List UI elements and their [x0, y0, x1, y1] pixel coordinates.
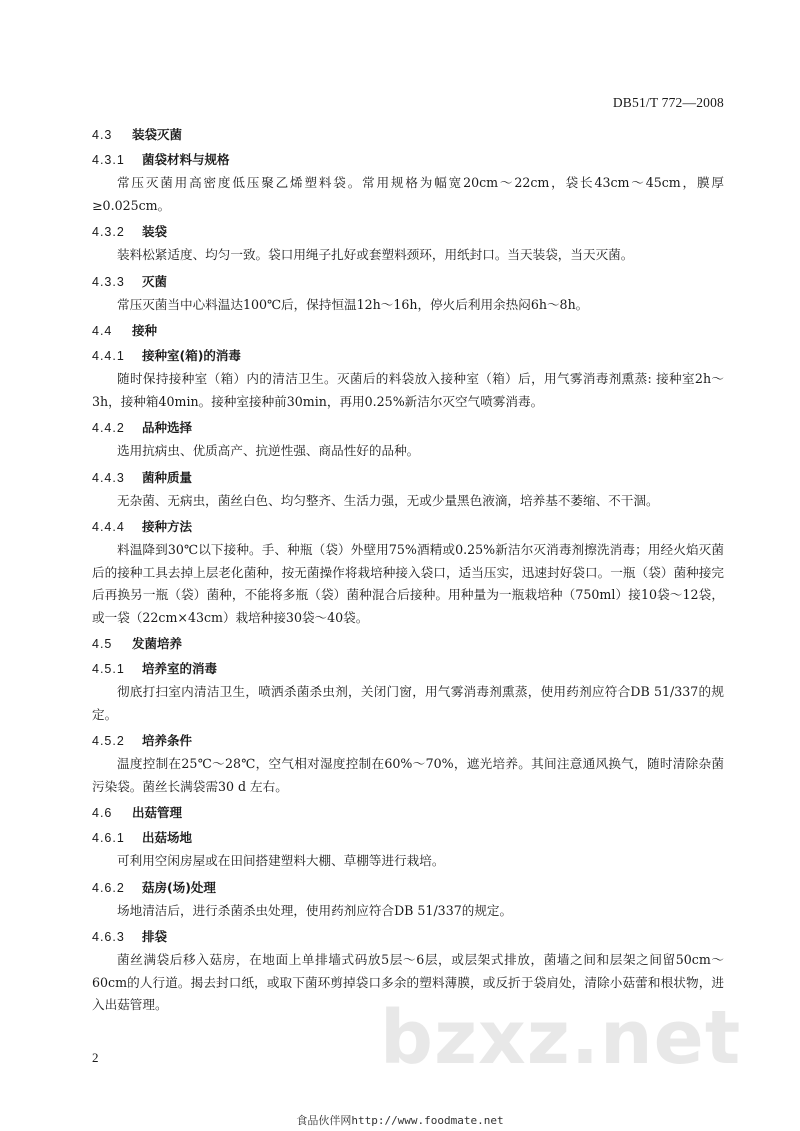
paragraph: 装料松紧适度、均匀一致。袋口用绳子扎好或套塑料颈环，用纸封口。当天装袋，当天灭菌。 — [117, 247, 634, 262]
heading-title: 菇房(场)处理 — [142, 879, 216, 895]
heading-title: 培养室的消毒 — [142, 661, 218, 676]
heading-number: 4.3.1 — [92, 153, 125, 167]
heading-number: 4.4 — [92, 324, 113, 338]
heading-number: 4.5.1 — [92, 662, 125, 676]
heading-number: 4.4.2 — [92, 421, 125, 435]
subsection-heading — [92, 269, 724, 294]
heading-title: 品种选择 — [142, 420, 193, 435]
heading-title: 接种 — [132, 323, 158, 338]
heading-title: 菌袋材料与规格 — [142, 152, 230, 167]
heading-title: 接种室(箱)的消毒 — [142, 348, 241, 363]
subsection-heading — [92, 875, 724, 900]
section-heading — [92, 800, 724, 825]
heading-number: 4.6.2 — [92, 880, 125, 895]
heading-title: 装袋灭菌 — [132, 127, 183, 142]
heading-title: 出菇管理 — [132, 805, 183, 820]
subsection-heading — [92, 147, 724, 172]
page-number: 2 — [92, 1050, 99, 1065]
paragraph: 无杂菌、无病虫，菌丝白色、均匀整齐、生活力强，无或少量黑色液滴，培养基不萎缩、不干涸。 — [117, 492, 659, 508]
heading-title: 出菇场地 — [142, 830, 193, 845]
subsection-heading — [92, 656, 724, 681]
paragraph: 料温降到30℃以下接种。手、种瓶（袋）外壁用75%酒精或0.25%新洁尔灭消毒剂擦洗消毒；用经火焰灭菌后的接种工具去掉上层老化菌种，按无菌操作将栽培种接入袋口，适当压实，迅速封好袋口。一瓶（袋）菌种接完后再换另一瓶（袋）菌种，不能将多瓶（袋）菌种混合后接种。用种量为一瓶栽培种（750ml）接10袋～12袋，或一袋（22cm×43cm）栽培种接30袋～40袋。 — [92, 542, 724, 625]
document-body — [92, 122, 724, 1019]
paragraph: 菌丝满袋后移入菇房，在地面上单排墙式码放5层～6层，或层架式排放，菌墙之间和层架之间留50cm～60cm的人行道。揭去封口纸，或取下菌环剪掉袋口多余的塑料薄膜，或反折于袋肩处，清除小菇蕾和根状物，进入出菇管理。 — [92, 952, 724, 1012]
paragraph: 可利用空闲房屋或在田间搭建塑料大棚、草棚等进行栽培。 — [117, 853, 445, 868]
heading-number: 4.3 — [92, 128, 113, 142]
footer-source[interactable]: 食品伙伴网http://www.foodmate.net — [296, 1114, 504, 1127]
subsection-heading — [92, 465, 724, 490]
section-heading — [92, 122, 724, 147]
subsection-heading — [92, 415, 724, 440]
paragraph: 随时保持接种室（箱）内的清洁卫生。灭菌后的料袋放入接种室（箱）后，用气雾消毒剂熏蒸: 接种室2h～3h，接种箱40min。接种室接种前30min，再用0.25%新洁尔灭空气喷雾消毒。 — [92, 371, 724, 409]
watermark: bzxz.net — [380, 995, 742, 1081]
heading-number: 4.6 — [92, 806, 113, 820]
paragraph: 温度控制在25℃～28℃，空气相对湿度控制在60%～70%，遮光培养。其间注意通风换气，随时清除杂菌污染袋。菌丝长满袋需30 d 左右。 — [92, 756, 724, 794]
heading-title: 培养条件 — [142, 733, 193, 748]
paragraph: 常压灭菌当中心料温达100℃后，保持恒温12h～16h，停火后利用余热闷6h～8h。 — [117, 296, 589, 312]
subsection-heading — [92, 343, 724, 368]
document-code: DB51/T 772—2008 — [612, 95, 724, 110]
heading-title: 排袋 — [142, 929, 168, 944]
heading-number: 4.3.2 — [92, 225, 125, 239]
heading-number: 4.5 — [92, 637, 113, 651]
heading-title: 装袋 — [142, 224, 168, 239]
paragraph: 场地清洁后，进行杀菌杀虫处理，使用药剂应符合DB 51/337的规定。 — [117, 902, 513, 918]
heading-number: 4.4.1 — [92, 349, 125, 363]
heading-title: 发菌培养 — [132, 636, 183, 651]
heading-number: 4.6.1 — [92, 831, 125, 845]
section-heading — [92, 318, 724, 343]
subsection-heading — [92, 728, 724, 753]
subsection-heading — [92, 514, 724, 539]
heading-number: 4.5.2 — [92, 734, 125, 748]
subsection-heading — [92, 825, 724, 850]
subsection-heading — [92, 924, 724, 949]
paragraph: 选用抗病虫、优质高产、抗逆性强、商品性好的品种。 — [117, 443, 420, 458]
heading-number: 4.6.3 — [92, 930, 125, 944]
heading-number: 4.4.3 — [92, 470, 125, 485]
heading-title: 接种方法 — [142, 519, 193, 534]
heading-number: 4.3.3 — [92, 274, 125, 289]
paragraph: 常压灭菌用高密度低压聚乙烯塑料袋。常用规格为幅宽20cm～22cm，袋长43cm～45cm，膜厚≥0.025cm。 — [92, 175, 724, 213]
subsection-heading — [92, 219, 724, 244]
paragraph: 彻底打扫室内清洁卫生，喷洒杀菌杀虫剂，关闭门窗，用气雾消毒剂熏蒸，使用药剂应符合DB 51/337的规定。 — [92, 684, 724, 722]
section-heading — [92, 631, 724, 656]
heading-number: 4.4.4 — [92, 520, 125, 534]
heading-title: 菌种质量 — [142, 469, 193, 485]
heading-title: 灭菌 — [142, 273, 168, 289]
